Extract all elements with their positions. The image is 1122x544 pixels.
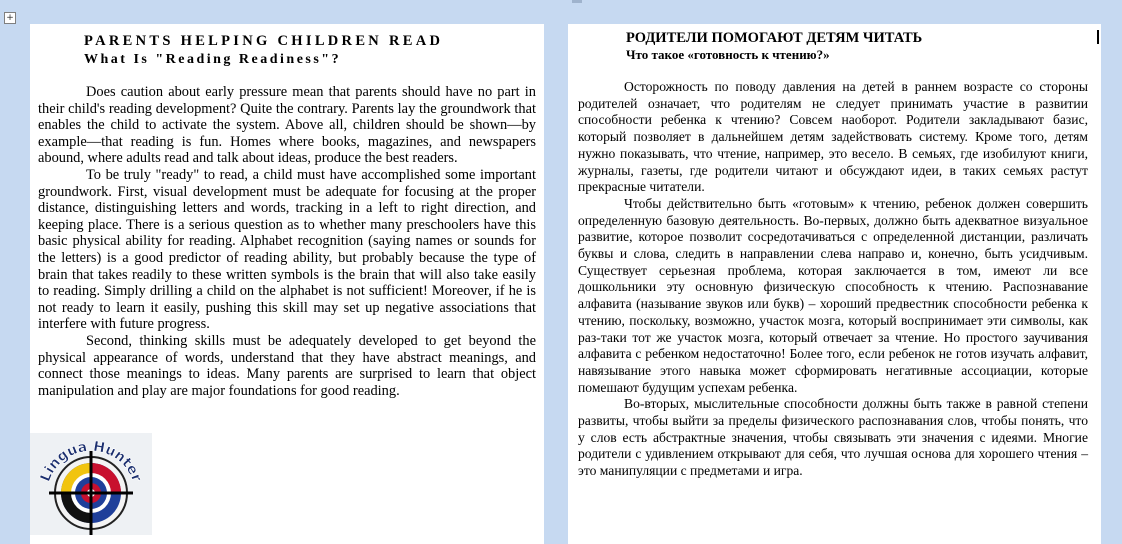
- table-move-handle-icon[interactable]: +: [4, 12, 16, 24]
- english-text-page: [30, 24, 544, 544]
- russian-title: РОДИТЕЛИ ПОМОГАЮТ ДЕТЯМ ЧИТАТЬ: [626, 30, 923, 46]
- lingua-hunter-logo: [30, 433, 152, 535]
- russian-paragraph: Во-вторых, мыслительные способности должны быть также в равной степени развиты, чтобы выйти за пределы физического распознавания слов, чтобы понять, что у слов есть абстрактные значения, чтобы связывать эти значения с идеями. Многие родители с удивлением открывают для себя, что лучшая основа для хорошего чтения – это манипуляции с предметами и игра.: [578, 396, 1088, 479]
- english-paragraph: Does caution about early pressure mean that parents should have no part in their child's reading development? Quite the contrary. Parents lay the groundwork that enables the child to activate the system. Above all, children should be shown—by example—that reading is fun. Homes where books, magazines, and newspapers abound, where adults read and talk about ideas, produce the best readers.: [38, 84, 536, 167]
- russian-paragraph: Чтобы действительно быть «готовым» к чтению, ребенок должен совершить определенную базовую деятельность. Во-первых, должно быть адекватное визуальное развитие, которое позволит сосредотачиваться с определенной дистанции, различать буквы и слова, следить в направлении слева направо и, конечно, быть усидчивым. Существует серьезная проблема, которая заключается в том, имеют ли все дошкольники эту основную физическую способность к чтению. Распознавание алфавита (называние звуков или букв) – хороший предвестник способности ребенка к чтению, поскольку, возможно, участок мозга, который воспринимает эти символы, как раз-таки тот же участок мозга, который отвечает за чтение. Но простого заучивания алфавита с ребенком недостаточно! Более того, если ребенок не готов изучать алфавит, навязывание этого навыка может сформировать негативные ассоциации, которые помешают будущим успехам ребенка.: [578, 195, 1088, 395]
- english-body: [38, 84, 536, 399]
- ruler-marker: [572, 0, 582, 3]
- target-logo-icon: [30, 433, 152, 535]
- english-paragraph: Second, thinking skills must be adequately developed to get beyond the physical appearance of words, understand that they have abstract meanings, and connect those meanings to ideas. Many parents are surprised to learn that object manipulation and play are major foundations for good reading.: [38, 332, 536, 399]
- text-cursor: [1097, 30, 1099, 44]
- russian-paragraph: Осторожность по поводу давления на детей в раннем возрасте со стороны родителей означает, что родителям не следует принимать участие в развитии способности ребенка к чтению? Совсем наоборот. Родители закладывают базис, который позволяет в дальнейшем детям задействовать систему. Кроме того, детям нужно показывать, что чтение, например, это весело. В семьях, где изобилуют книги, журналы, газеты, где родители читают и обсуждают идеи, в таких семьях растут прекрасные читатели.: [578, 79, 1088, 195]
- russian-text-page: [568, 24, 1101, 544]
- english-subtitle: What Is "Reading Readiness"?: [84, 52, 342, 67]
- english-paragraph: To be truly "ready" to read, a child must have accomplished some important groundwork. First, visual development must be adequate for focusing at the proper distance, distinguishing letters and words, tracking in a left to right direction, and keeping place. There is a serious question as to whether many preschoolers have this basic physical ability for reading. Alphabet recognition (saying names or sounds for the letters) is a good predictor of reading ability, but probably because the type of brain that takes readily to these written symbols is the brain that will also take easily to reading. Simply drilling a child on the alphabet is not sufficient! Moreover, if he is not ready to learn it easily, pushing this skill may set up negative associations that interfere with future progress.: [38, 166, 536, 333]
- logo-text: Lingua Hunter: [37, 438, 145, 484]
- russian-body: [578, 79, 1088, 480]
- russian-subtitle: Что такое «готовность к чтению?»: [626, 47, 830, 62]
- english-title: PARENTS HELPING CHILDREN READ: [84, 33, 444, 49]
